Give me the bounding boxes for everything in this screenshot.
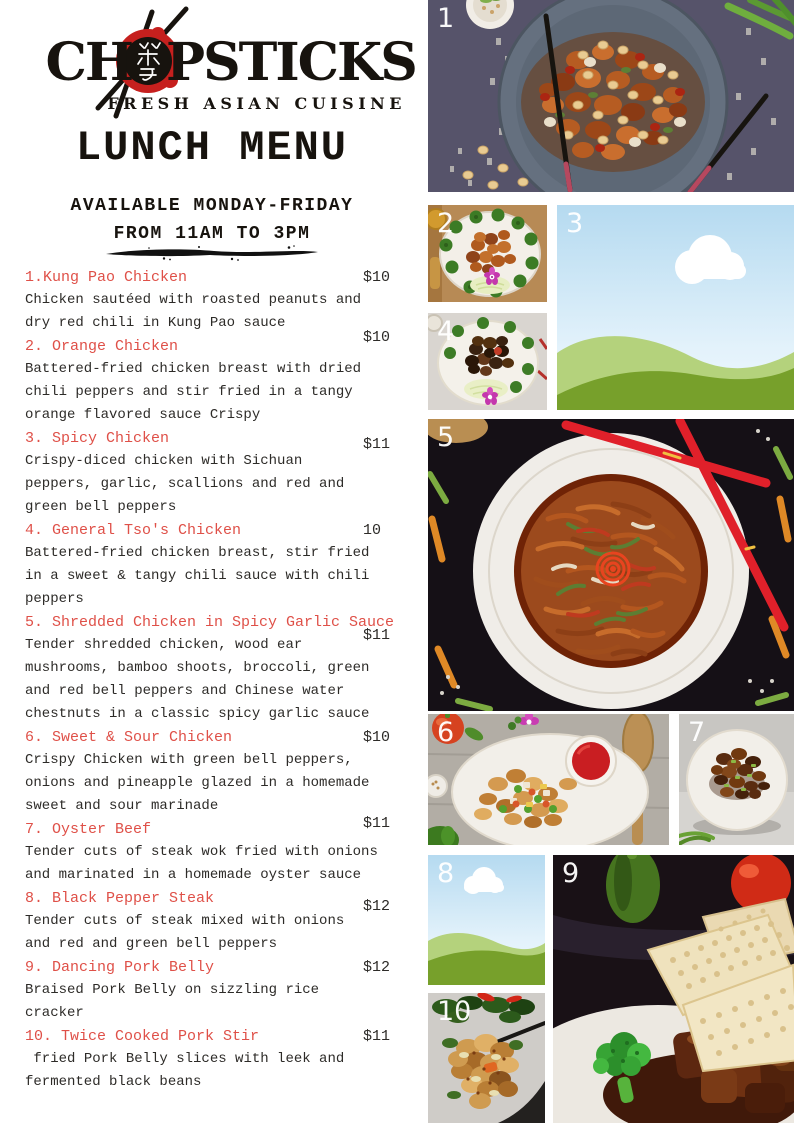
menu-item — [25, 887, 405, 956]
availability-note — [0, 192, 424, 248]
photo-number: 7 — [688, 717, 706, 748]
photo-twice-cooked-pork — [428, 993, 545, 1123]
menu-item — [25, 329, 405, 427]
chopsticks-wordmark — [0, 4, 424, 126]
item-name: 3. Spicy Chicken — [25, 430, 170, 447]
photo-number: 9 — [562, 858, 580, 889]
menu-list — [25, 266, 405, 1094]
item-description: Tender cuts of steak mixed with onions and red and green bell peppers — [25, 913, 353, 952]
item-description: Crispy Chicken with green bell peppers, onions and pineapple glazed in a homemade sweet and sour marinade — [25, 752, 378, 814]
ink-divider — [104, 244, 320, 262]
item-name: 2. Orange Chicken — [25, 338, 179, 355]
item-name: 5. Shredded Chicken in Spicy Garlic Sauce — [25, 614, 395, 631]
item-price: $11 — [363, 1028, 391, 1045]
wordmark-right: PSTICKS — [166, 32, 416, 93]
photo-number: 4 — [437, 316, 455, 347]
item-price: $10 — [363, 329, 391, 346]
menu-item — [25, 519, 405, 611]
item-price: $11 — [363, 436, 391, 453]
brand-logo — [0, 4, 424, 126]
brand-tagline: FRESH ASIAN CUISINE — [107, 94, 406, 113]
item-description: Crispy-diced chicken with Sichuan peppers, garlic, scallions and red and green bell peppers — [25, 453, 353, 515]
wordmark-left: CH — [45, 32, 132, 93]
menu-item — [25, 1025, 405, 1094]
photo-orange-chicken — [428, 205, 547, 302]
photo-kung-pao-chicken — [428, 0, 794, 192]
photo-dancing-pork-belly — [553, 855, 794, 1123]
photo-number: 5 — [437, 422, 455, 453]
item-price: $10 — [363, 269, 391, 286]
item-name: 8. Black Pepper Steak — [25, 890, 215, 907]
item-price: 10 — [363, 522, 382, 539]
photo-sweet-and-sour-chicken — [428, 714, 669, 845]
photo-number: 2 — [437, 208, 455, 239]
item-price: $12 — [363, 898, 391, 915]
menu-item — [25, 266, 405, 335]
photo-number: 6 — [437, 717, 455, 748]
item-name: 10. Twice Cooked Pork Stir — [25, 1028, 260, 1045]
item-description: Tender cuts of steak wok fried with onions and marinated in a homemade oyster sauce — [25, 844, 387, 883]
menu-item — [25, 956, 405, 1025]
item-price: $11 — [363, 627, 391, 644]
item-price: $10 — [363, 729, 391, 746]
item-name: 4. General Tso's Chicken — [25, 522, 242, 539]
menu-item — [25, 427, 405, 519]
availability-line1: AVAILABLE MONDAY-FRIDAY — [70, 196, 354, 216]
hill-dark — [428, 950, 545, 985]
menu-item — [25, 611, 405, 726]
page-title: LUNCH MENU — [75, 124, 349, 172]
item-description: Battered-fried chicken breast with dried chili peppers and stir fried in a tangy orange flavored sauce Crispy — [25, 361, 370, 423]
item-price: $11 — [363, 815, 391, 832]
item-price: $12 — [363, 959, 391, 976]
photo-general-tsos-chicken — [428, 313, 547, 410]
item-description: Tender shredded chicken, wood ear mushrooms, bamboo shoots, broccoli, green and red bell peppers and Chinese water chestnuts in a classic spicy garlic sauce — [25, 637, 378, 722]
photo-shredded-chicken-garlic-sauce — [428, 419, 794, 711]
item-name: 7. Oyster Beef — [25, 821, 152, 838]
menu-item — [25, 815, 405, 887]
item-description: Battered-fried chicken breast, stir fried in a sweet & tangy chili sauce with chili peppers — [25, 545, 378, 607]
menu-item — [25, 726, 405, 818]
item-description: Chicken sautéed with roasted peanuts and dry red chili in Kung Pao sauce — [25, 292, 370, 331]
photo-number: 8 — [437, 858, 455, 889]
photo-number: 1 — [437, 3, 455, 34]
item-description: fried Pork Belly slices with leek and fermented black beans — [25, 1051, 353, 1090]
sauce-bowl — [566, 736, 616, 786]
photo-number: 10 — [437, 996, 472, 1027]
photo-oyster-beef — [679, 714, 794, 845]
item-name: 9. Dancing Pork Belly — [25, 959, 215, 976]
photo-placeholder-landscape — [428, 855, 545, 985]
item-name: 1.Kung Pao Chicken — [25, 269, 188, 286]
item-name: 6. Sweet & Sour Chicken — [25, 729, 233, 746]
photo-placeholder-landscape — [557, 205, 794, 410]
item-description: Braised Pork Belly on sizzling rice cracker — [25, 982, 328, 1021]
availability-line2: FROM 11AM TO 3PM — [113, 224, 311, 244]
photo-number: 3 — [566, 208, 584, 239]
